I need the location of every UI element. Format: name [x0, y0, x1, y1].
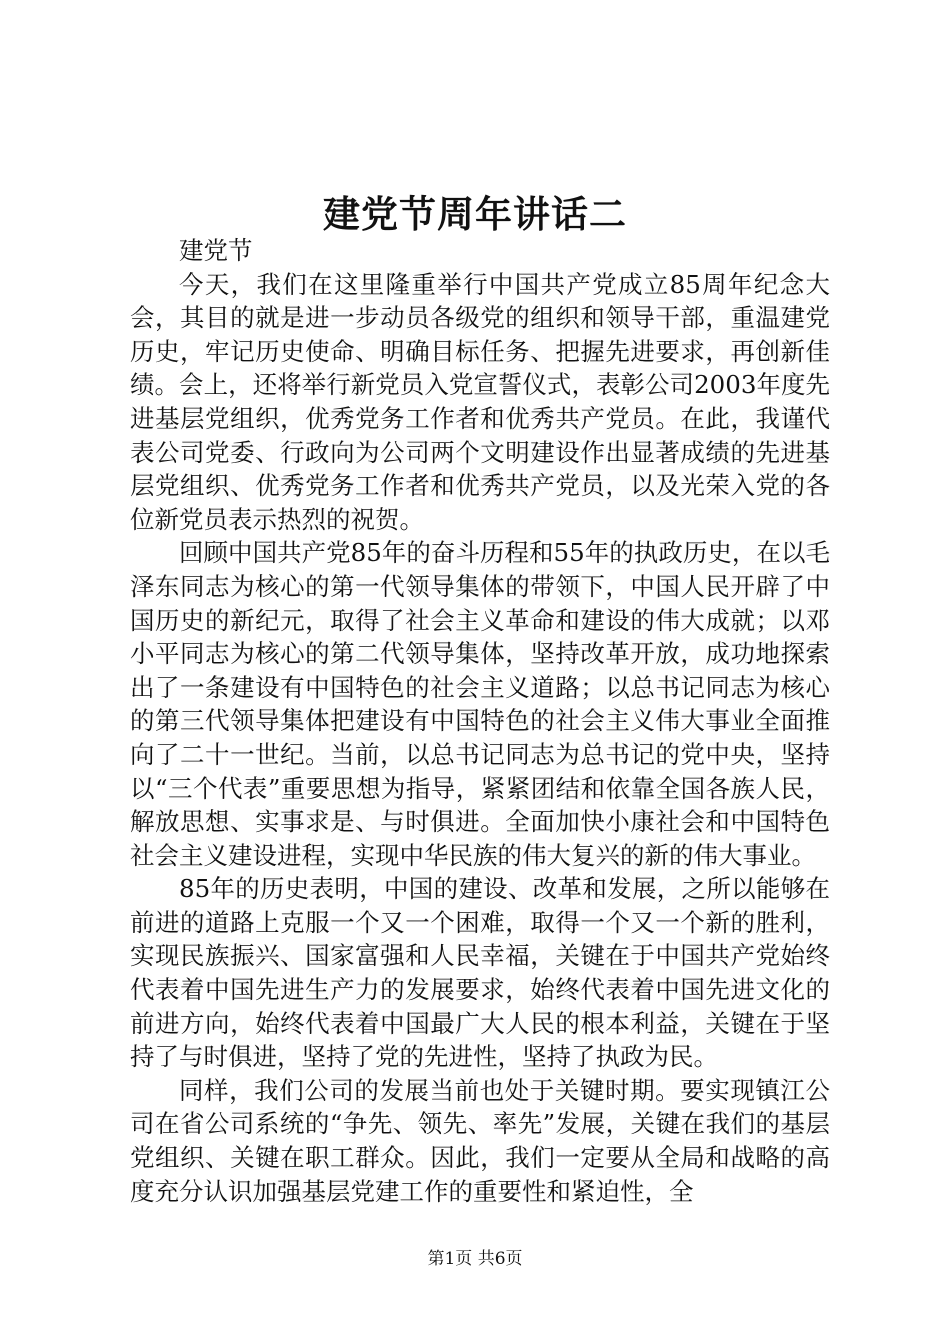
paragraph-subheading: 建党节	[179, 236, 253, 265]
paragraph-opening: 今天，我们在这里隆重举行中国共产党成立85周年纪念大会，其目的就是进一步动员各级党的组织和领导干部，重温建党历史，牢记历史使命、明确目标任务、把握先进要求，再创新佳绩。会上，还将举行新党员入党宣誓仪式，表彰公司2003年度先进基层党组织，优秀党务工作者和优秀共产党员。在此，我谨代表公司党委、行政向为公司两个文明建设作出显著成绩的先进基层党组织、优秀党务工作者和优秀共产党员，以及光荣入党的各位新党员表示热烈的祝贺。	[130, 269, 830, 534]
page-footer: 第1页 共6页	[427, 1249, 523, 1269]
page-title: 建党节周年讲话二	[323, 192, 627, 236]
document-body	[130, 234, 830, 1208]
paragraph-company: 同样，我们公司的发展当前也处于关键时期。要实现镇江公司在省公司系统的“争先、领先、率先”发展，关键在我们的基层党组织、关键在职工群众。因此，我们一定要从全局和战略的高度充分认识加强基层党建工作的重要性和紧迫性，全	[130, 1075, 830, 1206]
paragraph-history: 回顾中国共产党85年的奋斗历程和55年的执政历史，在以毛泽东同志为核心的第一代领导集体的带领下，中国人民开辟了中国历史的新纪元，取得了社会主义革命和建设的伟大成就；以邓小平同志为核心的第二代领导集体，坚持改革开放，成功地探索出了一条建设有中国特色的社会主义道路；以总书记同志为核心的第三代领导集体把建设有中国特色的社会主义伟大事业全面推向了二十一世纪。当前，以总书记同志为总书记的党中央，坚持以“三个代表”重要思想为指导，紧紧团结和依靠全国各族人民，解放思想、实事求是、与时俱进。全面加快小康社会和中国特色社会主义建设进程，实现中华民族的伟大复兴的新的伟大事业。	[130, 538, 830, 870]
paragraph-lessons: 85年的历史表明，中国的建设、改革和发展，之所以能够在前进的道路上克服一个又一个困难，取得一个又一个新的胜利，实现民族振兴、国家富强和人民幸福，关键在于中国共产党始终代表着中国先进生产力的发展要求，始终代表着中国先进文化的前进方向，始终代表着中国最广大人民的根本利益，关键在于坚持了与时俱进，坚持了党的先进性，坚持了执政为民。	[130, 874, 830, 1072]
